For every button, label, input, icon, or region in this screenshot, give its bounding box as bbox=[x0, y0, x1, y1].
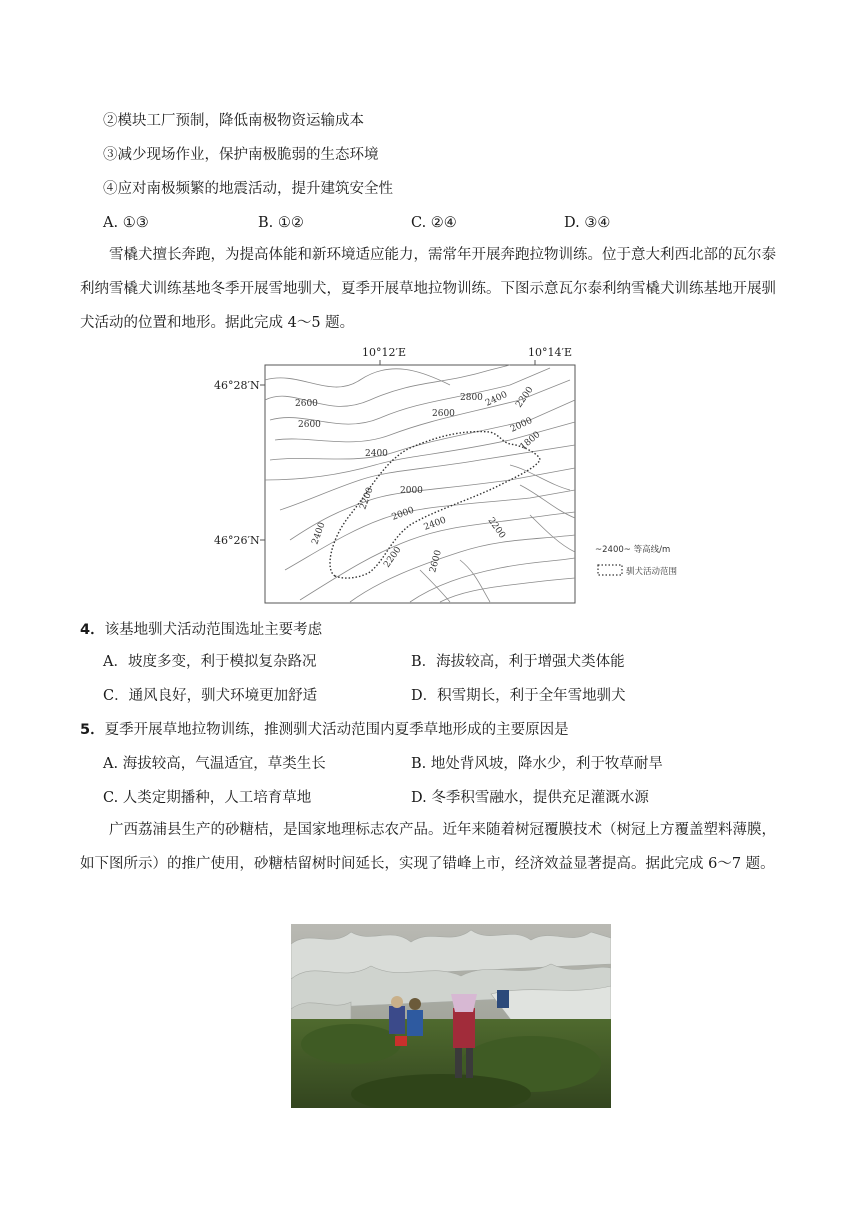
q5-option-d: D. 冬季积雪融水，提供充足灌溉水源 bbox=[411, 790, 649, 806]
contour-label: 2400 bbox=[310, 521, 328, 547]
lon-label: 10°14′E bbox=[528, 346, 573, 359]
legend-contour: ~2400~ 等高线/m bbox=[595, 545, 671, 555]
question-4-stem: 该基地驯犬活动范围选址主要考虑 bbox=[104, 622, 323, 638]
q4-option-a: A．坡度多变，利于模拟复杂路况 bbox=[103, 654, 317, 670]
question-5 bbox=[80, 720, 569, 740]
lat-label: 46°28′N bbox=[214, 379, 260, 392]
q4-option-c: C．通风良好，驯犬环境更加舒适 bbox=[103, 688, 318, 704]
contour-label: 1800 bbox=[518, 429, 543, 453]
q5-option-c: C. 人类定期播种，人工培育草地 bbox=[103, 790, 312, 806]
contour-label: 2200 bbox=[382, 545, 404, 570]
question-4-number: 4． bbox=[80, 622, 105, 638]
contour-label: 2400 bbox=[365, 449, 388, 459]
prev-option-d: D. ③④ bbox=[564, 215, 611, 231]
contour-label: 2600 bbox=[432, 409, 455, 419]
contour-label: 2400 bbox=[484, 389, 510, 409]
contour-label: 2200 bbox=[485, 515, 507, 541]
contour-map bbox=[210, 340, 710, 610]
prev-item-2: ②模块工厂预制，降低南极物资运输成本 bbox=[103, 113, 364, 129]
orchard-photo bbox=[291, 924, 611, 1108]
contour-label: 2000 bbox=[400, 486, 423, 496]
question-5-stem: 夏季开展草地拉物训练，推测驯犬活动范围内夏季草地形成的主要原因是 bbox=[104, 722, 569, 738]
prev-option-a: A. ①③ bbox=[103, 215, 149, 231]
contour-label: 2200 bbox=[514, 385, 536, 410]
q4-option-b: B．海拔较高，利于增强犬类体能 bbox=[411, 654, 625, 670]
q5-option-a: A. 海拔较高，气温适宜，草类生长 bbox=[103, 756, 326, 772]
contour-label: 2000 bbox=[509, 415, 535, 435]
legend-area-label: 驯犬活动范围 bbox=[626, 567, 678, 577]
prev-item-4: ④应对南极频繁的地震活动，提升建筑安全性 bbox=[103, 181, 393, 197]
prev-option-c: C. ②④ bbox=[411, 215, 457, 231]
contour-label: 2600 bbox=[428, 549, 444, 574]
contour-label: 2600 bbox=[295, 399, 318, 409]
contour-label: 2600 bbox=[298, 420, 321, 430]
q5-option-b: B. 地处背风坡，降水少，利于牧草耐旱 bbox=[411, 756, 663, 772]
prev-item-3: ③减少现场作业，保护南极脆弱的生态环境 bbox=[103, 147, 379, 163]
lat-label: 46°26′N bbox=[214, 534, 260, 547]
contour-label: 2200 bbox=[358, 486, 376, 512]
contour-label: 2000 bbox=[390, 505, 416, 523]
lon-label: 10°12′E bbox=[362, 346, 407, 359]
intro-paragraph-citrus: 广西荔浦县生产的砂糖桔，是国家地理标志农产品。近年来随着树冠覆膜技术（树冠上方覆盖塑料薄膜，如下图所示）的推广使用，砂糖桔留树时间延长，实现了错峰上市，经济效益显著提高。据此完成 6～7 题。 bbox=[80, 822, 776, 872]
contour-label: 2800 bbox=[460, 393, 483, 403]
contour-label: 2400 bbox=[422, 515, 448, 533]
q4-option-d: D．积雪期长，利于全年雪地驯犬 bbox=[411, 688, 626, 704]
legend-area-swatch bbox=[598, 565, 622, 575]
intro-paragraph-sled-dogs: 雪橇犬擅长奔跑，为提高体能和新环境适应能力，需常年开展奔跑拉物训练。位于意大利西北部的瓦尔泰利纳雪橇犬训练基地冬季开展雪地驯犬，夏季开展草地拉物训练。下图示意瓦尔泰利纳雪橇犬训练基地开展驯犬活动的位置和地形。据此完成 4～5 题。 bbox=[80, 247, 776, 331]
prev-option-b: B. ①② bbox=[258, 215, 304, 231]
question-5-number: 5． bbox=[80, 722, 105, 738]
question-4 bbox=[80, 620, 322, 640]
